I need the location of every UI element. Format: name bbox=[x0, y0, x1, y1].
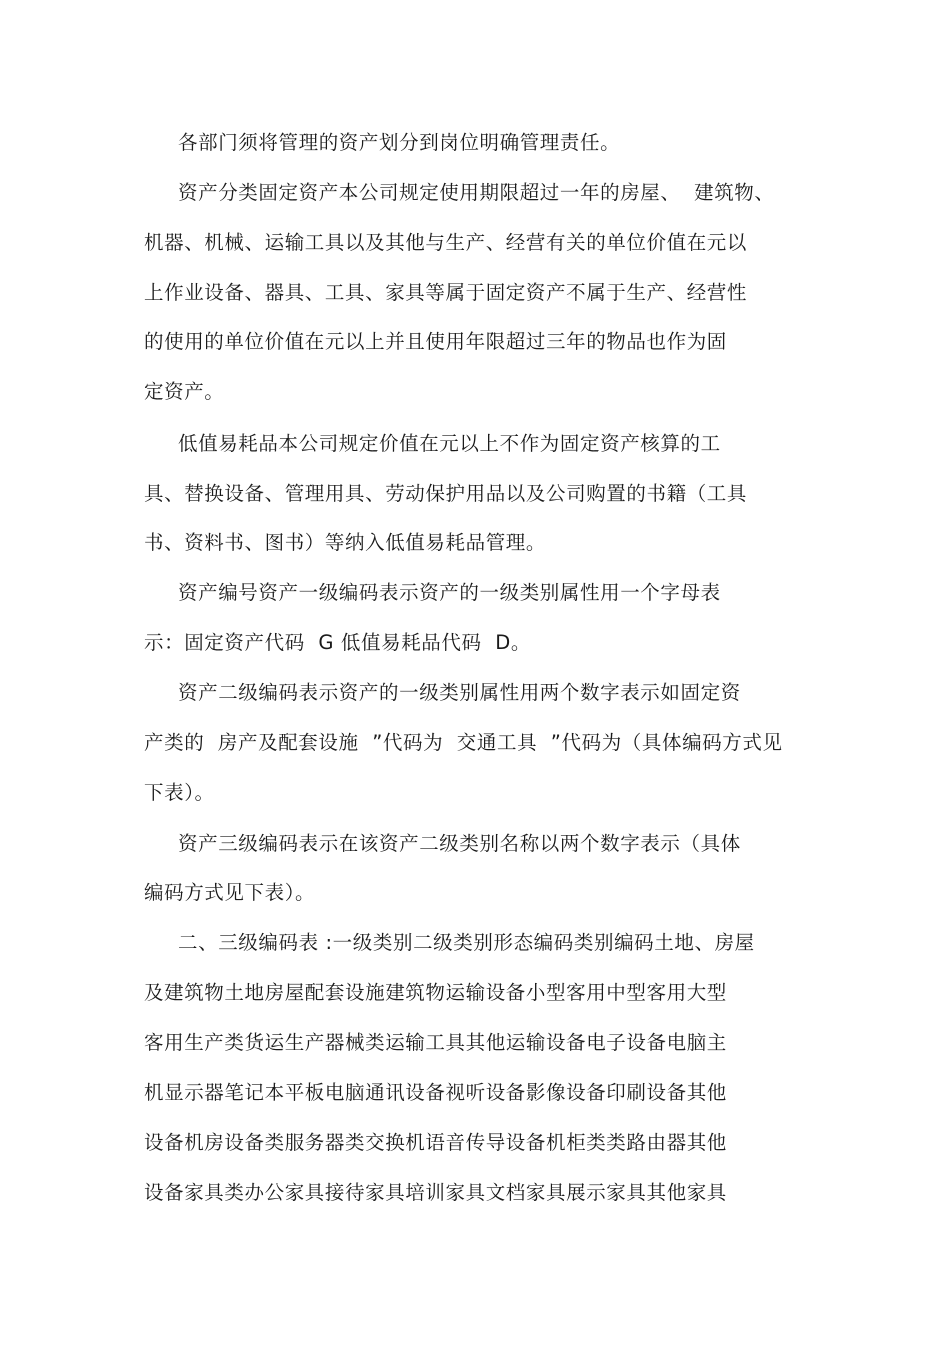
text-line: 资产编号资产一级编码表示资产的一级类别属性用一个字母表 bbox=[178, 581, 721, 604]
text-line: 机显示器笔记本平板电脑通讯设备视听设备影像设备印刷设备其他 bbox=[144, 1081, 727, 1104]
text-line: 资产分类固定资产本公司规定使用期限超过一年的房屋、 建筑物、 bbox=[178, 181, 775, 204]
text-line: 书、资料书、图书）等纳入低值易耗品管理。 bbox=[144, 531, 547, 554]
text-line: 低值易耗品本公司规定价值在元以上不作为固定资产核算的工 bbox=[178, 432, 721, 455]
text-line: 客用生产类货运生产器械类运输工具其他运输设备电子设备电脑主 bbox=[144, 1031, 727, 1054]
text-line: 资产二级编码表示资产的一级类别属性用两个数字表示如固定资 bbox=[178, 681, 741, 704]
text-line: 机器、机械、运输工具以及其他与生产、经营有关的单位价值在元以 bbox=[144, 231, 748, 254]
text-line: 资产三级编码表示在该资产二级类别名称以两个数字表示（具体 bbox=[178, 832, 741, 855]
text-line: 二、三级编码表 :一级类别二级类别形态编码类别编码土地、房屋 bbox=[178, 931, 755, 954]
text-line: 示：固定资产代码 G 低值易耗品代码 D。 bbox=[144, 631, 531, 654]
text-line: 的使用的单位价值在元以上并且使用年限超过三年的物品也作为固 bbox=[144, 330, 727, 353]
text-line: 及建筑物土地房屋配套设施建筑物运输设备小型客用中型客用大型 bbox=[144, 981, 727, 1004]
text-line: 设备机房设备类服务器类交换机语音传导设备机柜类类路由器其他 bbox=[144, 1131, 727, 1154]
text-line: 上作业设备、器具、工具、家具等属于固定资产不属于生产、经营性 bbox=[144, 281, 748, 304]
text-line: 定资产。 bbox=[144, 380, 225, 403]
text-line: 下表）。 bbox=[144, 781, 215, 804]
text-line: 各部门须将管理的资产划分到岗位明确管理责任。 bbox=[178, 131, 621, 154]
text-line: 具、替换设备、管理用具、劳动保护用品以及公司购置的书籍（工具 bbox=[144, 482, 748, 505]
text-line: 设备家具类办公家具接待家具培训家具文档家具展示家具其他家具 bbox=[144, 1181, 727, 1204]
text-line: 产类的 房产及配套设施 ”代码为 交通工具 ”代码为（具体编码方式见 bbox=[144, 731, 783, 754]
text-line: 编码方式见下表）。 bbox=[144, 881, 316, 904]
